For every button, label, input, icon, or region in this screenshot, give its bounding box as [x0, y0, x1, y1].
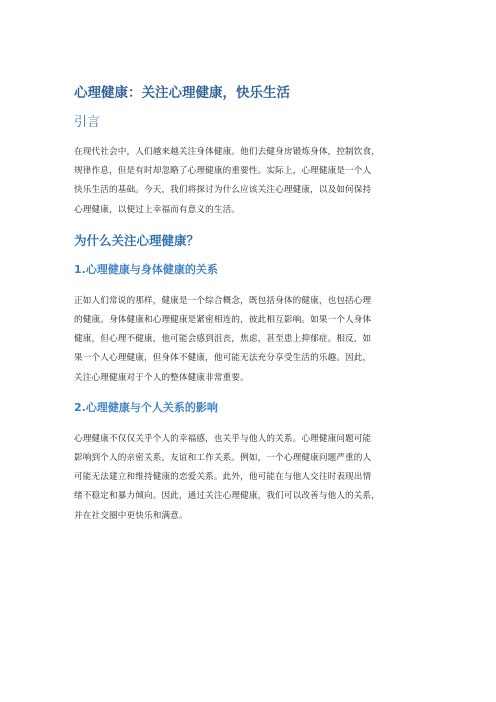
intro-heading: 引言 [74, 115, 101, 130]
paragraph-line: 并在社交圈中更快乐和满意。 [74, 510, 188, 521]
why-heading: 为什么关注心理健康？ [74, 232, 200, 248]
paragraph-line: 可能无法建立和维持健康的恋爱关系。此外，他可能在与他人交往时表现出情 [74, 472, 372, 483]
section-paragraph-2 [74, 430, 444, 526]
paragraph-line: 的健康。身体健康和心理健康是紧密相连的，彼此相互影响。如果一个人身体 [74, 315, 372, 326]
section-paragraph-1 [74, 292, 444, 388]
paragraph-line: 规律作息，但是有时却忽略了心理健康的重要性。实际上，心理健康是一个人 [74, 166, 372, 177]
paragraph-line: 正如人们常说的那样，健康是一个综合概念，既包括身体的健康，也包括心理 [74, 295, 372, 306]
paragraph-line: 绪不稳定和暴力倾向。因此，通过关注心理健康，我们可以改善与他人的关系， [74, 491, 381, 502]
document-title: 心理健康：关注心理健康，快乐生活 [74, 85, 290, 101]
section-heading-1: 1.心理健康与身体健康的关系 [74, 262, 218, 276]
document-content [74, 84, 444, 538]
intro-paragraph [74, 143, 444, 220]
paragraph-line: 关注心理健康对于个人的整体健康非常重要。 [74, 372, 249, 383]
paragraph-line: 果一个人心理健康，但身体不健康，他可能无法充分享受生活的乐趣。因此， [74, 353, 372, 364]
paragraph-line: 健康，但心理不健康，他可能会感到沮丧，焦虑，甚至患上抑郁症。相反，如 [74, 334, 372, 345]
paragraph-line: 心理健康不仅仅关乎个人的幸福感，也关乎与他人的关系。心理健康问题可能 [74, 433, 372, 444]
paragraph-line: 快乐生活的基础。今天，我们将探讨为什么应该关注心理健康，以及如何保持 [74, 185, 372, 196]
paragraph-line: 心理健康，以便过上幸福而有意义的生活。 [74, 204, 241, 215]
section-heading-2: 2.心理健康与个人关系的影响 [74, 400, 218, 414]
paragraph-line: 影响到个人的亲密关系，友谊和工作关系。例如，一个心理健康问题严重的人 [74, 453, 372, 464]
paragraph-line: 在现代社会中，人们越来越关注身体健康。他们去健身房锻炼身体，控制饮食， [74, 147, 381, 157]
